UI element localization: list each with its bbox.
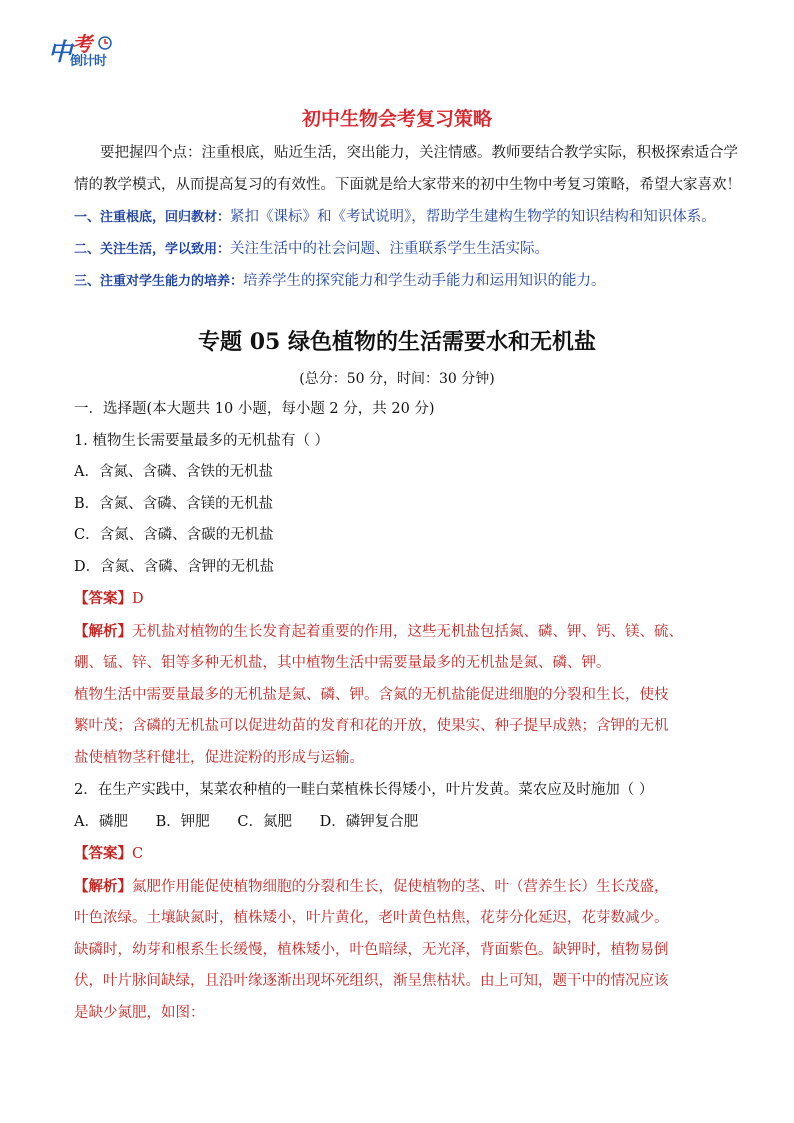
logo	[48, 30, 128, 70]
point-text: 关注生活中的社会问题、注重联系学生生活实际。	[230, 241, 550, 257]
q2-answer	[74, 843, 143, 865]
topic-subtitle: (总分：50 分，时间：30 分钟)	[299, 371, 495, 387]
q1-option-c: C．含氮、含磷、含碳的无机盐	[74, 527, 274, 543]
point-text: 培养学生的探究能力和学生动手能力和运用知识的能力。	[243, 273, 606, 289]
q2-stem: 2．在生产实践中，某菜农种植的一畦白菜植株长得矮小，叶片发黄。菜农应及时施加（ ）	[74, 782, 654, 798]
answer-tag: 【答案】	[74, 846, 132, 862]
q1-analysis-line-4: 繁叶茂；含磷的无机盐可以促进幼苗的发育和花的开放，使果实、种子提早成熟；含钾的无机	[74, 718, 669, 734]
q1-option-b: B．含氮、含磷、含镁的无机盐	[74, 496, 274, 512]
q1-stem: 1. 植物生长需要量最多的无机盐有（ ）	[74, 433, 330, 449]
q2-analysis-line-2: 叶色浓绿。土壤缺氮时，植株矮小，叶片黄化，老叶黄色枯焦，花芽分化延迟，花芽数减少。	[74, 910, 669, 926]
analysis-tag: 【解析】	[74, 879, 132, 895]
logo-char-kao: 考	[72, 32, 92, 56]
q2-analysis-line-5: 是缺少氮肥，如图：	[74, 1005, 205, 1021]
strategy-point-2	[74, 238, 549, 261]
q1-analysis-line-1	[74, 621, 683, 643]
point-text: 紧扣《课标》和《考试说明》，帮助学生建构生物学的知识结构和知识体系。	[230, 209, 716, 225]
answer-value: D	[132, 591, 144, 607]
q2-analysis-line-1	[74, 876, 669, 898]
answer-value: C	[132, 846, 144, 862]
strategy-point-1	[74, 206, 716, 229]
q1-answer	[74, 588, 144, 610]
point-head: 二、关注生活，学以致用：	[74, 242, 231, 257]
analysis-text: 氮肥作用能促使植物细胞的分裂和生长，促使植物的茎、叶（营养生长）生长茂盛，	[132, 879, 669, 895]
q2-analysis-line-3: 缺磷时，幼芽和根系生长缓慢，植株矮小，叶色暗绿，无光泽，背面紫色。缺钾时，植物易倒	[74, 942, 669, 958]
q1-option-a: A．含氮、含磷、含铁的无机盐	[74, 464, 273, 480]
strategy-point-3	[74, 270, 606, 293]
q1-option-d: D．含氮、含磷、含钾的无机盐	[74, 559, 275, 575]
logo-subtext: 倒计时	[70, 54, 107, 69]
clock-icon	[96, 36, 114, 50]
intro-line-1: 要把握四个点：注重根底，贴近生活，突出能力，关注情感。教师要结合教学实际，积极探索适合学	[100, 145, 738, 161]
q2-analysis-line-4: 伏，叶片脉间缺绿，且沿叶缘逐渐出现坏死组织，渐呈焦枯状。由上可知，题干中的情况应该	[74, 973, 669, 989]
topic-title: 专题 05 绿色植物的生活需要水和无机盐	[198, 329, 596, 355]
strategy-title: 初中生物会考复习策略	[301, 108, 492, 130]
point-head: 一、注重根底，回归教材：	[74, 210, 231, 225]
analysis-text: 无机盐对植物的生长发育起着重要的作用，这些无机盐包括氮、磷、钾、钙、镁、硫、	[132, 624, 683, 640]
point-head: 三、注重对学生能力的培养：	[74, 274, 244, 289]
answer-tag: 【答案】	[74, 591, 132, 607]
logo-char-zhong: 中	[48, 38, 72, 66]
section-heading: 一．选择题(本大题共 10 小题，每小题 2 分，共 20 分)	[74, 401, 435, 417]
q1-analysis-line-2: 硼、锰、锌、钼等多种无机盐，其中植物生活中需要量最多的无机盐是氮、磷、钾。	[74, 655, 611, 671]
q2-options: A．磷肥 B．钾肥 C．氮肥 D．磷钾复合肥	[74, 814, 419, 830]
analysis-tag: 【解析】	[74, 624, 132, 640]
q1-analysis-line-5: 盐使植物茎秆健壮，促进淀粉的形成与运输。	[74, 750, 364, 766]
q1-analysis-line-3: 植物生活中需要量最多的无机盐是氮、磷、钾。含氮的无机盐能促进细胞的分裂和生长，使枝	[74, 687, 669, 703]
intro-line-2: 情的教学模式，从而提高复习的有效性。下面就是给大家带来的初中生物中考复习策略，希望大家喜欢！	[74, 177, 741, 193]
